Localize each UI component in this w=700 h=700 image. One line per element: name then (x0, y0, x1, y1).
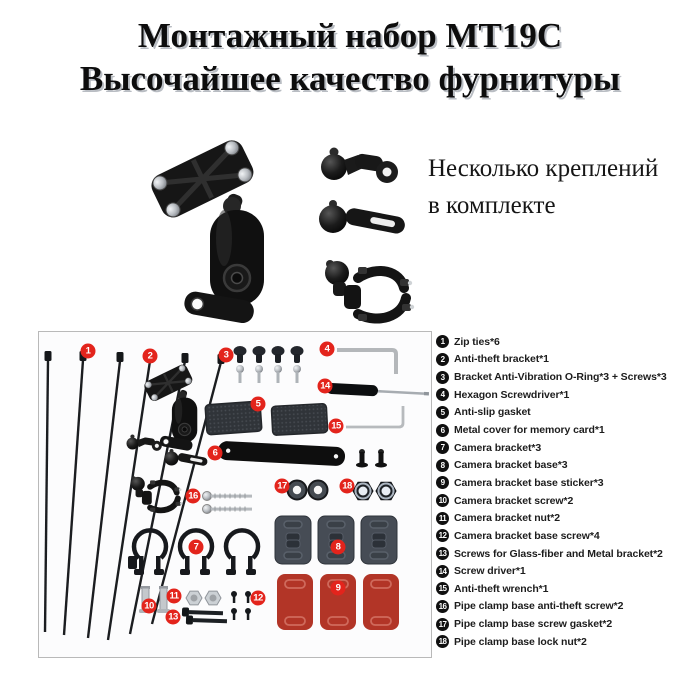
diagram-label-16: 16 (186, 489, 201, 504)
diagram-label-8: 8 (331, 540, 346, 555)
item-number-badge: 13 (436, 547, 449, 560)
item-label: Screws for Glass-fiber and Metal bracket*2 (454, 547, 663, 560)
item-label: Camera bracket base sticker*3 (454, 476, 604, 489)
parts-list-item (436, 404, 700, 422)
item-label: Camera bracket nut*2 (454, 512, 560, 525)
parts-list-item (436, 386, 700, 404)
main-bracket-image (147, 136, 264, 324)
parts-list-item (436, 439, 700, 457)
long-screws-graphic (203, 492, 253, 514)
parts-list-item (436, 598, 700, 616)
item-label: Pipe clamp base lock nut*2 (454, 635, 587, 648)
title-line-2: Высочайшее качество фурнитуры (79, 59, 621, 98)
diagram-label-1: 1 (81, 344, 96, 359)
diagram-label-9: 9 (331, 581, 346, 596)
washers-graphic (288, 481, 328, 500)
screwdriver-graphic (322, 382, 429, 399)
lock-nuts-graphic (353, 482, 396, 499)
subtitle-line-1: Несколько креплений (428, 155, 659, 182)
diagram-label-7: 7 (189, 540, 204, 555)
item-label: Camera bracket base screw*4 (454, 529, 600, 542)
parts-list-item (436, 351, 700, 369)
diagram-mirror-mount (126, 435, 161, 451)
parts-list-item (436, 492, 700, 510)
item-number-badge: 14 (436, 565, 449, 578)
diagram-label-11: 11 (167, 589, 182, 604)
parts-list-item (436, 615, 700, 633)
parts-list-item (436, 474, 700, 492)
item-number-badge: 4 (436, 388, 449, 401)
parts-diagram (38, 331, 432, 658)
item-number-badge: 8 (436, 459, 449, 472)
diagram-label-2: 2 (143, 349, 158, 364)
diagram-label-6: 6 (208, 446, 223, 461)
parts-list-item (436, 509, 700, 527)
item-label: Metal cover for memory card*1 (454, 424, 605, 437)
handlebar-clamp-image (325, 260, 414, 321)
item-label: Anti-theft wrench*1 (454, 582, 549, 595)
anti-slip-gaskets-graphic (205, 401, 328, 435)
item-label: Anti-theft bracket*1 (454, 353, 549, 366)
diagram-label-15: 15 (329, 419, 344, 434)
item-number-badge: 2 (436, 353, 449, 366)
item-number-badge: 3 (436, 371, 449, 384)
diagram-label-4: 4 (320, 342, 335, 357)
parts-list-item (436, 562, 700, 580)
diagram-label-13: 13 (166, 610, 181, 625)
parts-list-item (436, 333, 700, 351)
allen-key-graphic (337, 350, 396, 374)
hex-nuts-graphic (186, 591, 221, 605)
item-number-badge: 9 (436, 476, 449, 489)
title-line-1: Монтажный набор MT19C (137, 16, 563, 55)
item-number-badge: 7 (436, 441, 449, 454)
item-label: Camera bracket base*3 (454, 459, 568, 472)
parts-list-item (436, 580, 700, 598)
o-rings-graphic (234, 346, 304, 383)
arm-mount-image (319, 200, 406, 235)
item-number-badge: 10 (436, 494, 449, 507)
subtitle (428, 150, 692, 224)
anti-theft-wrench-graphic (346, 406, 403, 427)
diagram-bracket (142, 363, 197, 452)
parts-list-item (436, 527, 700, 545)
product-photo (120, 122, 420, 330)
parts-list-item (436, 545, 700, 563)
subtitle-line-2: в комплекте (428, 192, 556, 219)
diagram-label-12: 12 (251, 591, 266, 606)
metal-cover-graphic (218, 441, 346, 467)
mirror-mount-image (321, 148, 398, 184)
item-number-badge: 5 (436, 406, 449, 419)
item-number-badge: 11 (436, 512, 449, 525)
parts-list-item (436, 368, 700, 386)
parts-list (436, 333, 700, 651)
diagram-label-3: 3 (219, 348, 234, 363)
diagram-label-10: 10 (142, 599, 157, 614)
item-number-badge: 1 (436, 335, 449, 348)
item-label: Anti-slip gasket (454, 406, 531, 419)
item-label: Zip ties*6 (454, 335, 500, 348)
diagram-label-17: 17 (275, 479, 290, 494)
item-label: Hexagon Screwdriver*1 (454, 388, 570, 401)
page-title (0, 14, 700, 100)
item-label: Camera bracket*3 (454, 441, 542, 454)
black-screws-graphic (182, 607, 227, 625)
diagram-label-18: 18 (340, 479, 355, 494)
item-label: Pipe clamp base screw gasket*2 (454, 618, 613, 631)
small-screws-graphic (231, 591, 251, 620)
item-number-badge: 17 (436, 618, 449, 631)
item-label: Pipe clamp base anti-theft screw*2 (454, 600, 624, 613)
item-number-badge: 16 (436, 600, 449, 613)
item-label: Screw driver*1 (454, 565, 526, 578)
item-label: Bracket Anti-Vibration O-Ring*3 + Screws*3 (454, 371, 667, 384)
parts-list-item (436, 456, 700, 474)
item-number-badge: 12 (436, 529, 449, 542)
diagram-label-5: 5 (251, 397, 266, 412)
item-label: Camera bracket screw*2 (454, 494, 574, 507)
item-number-badge: 18 (436, 635, 449, 648)
zip-tie-heads (45, 351, 225, 364)
parts-list-item (436, 633, 700, 651)
item-number-badge: 6 (436, 424, 449, 437)
item-number-badge: 15 (436, 582, 449, 595)
diagram-arm-mount (165, 449, 209, 466)
rivet-screws-graphic (356, 449, 387, 468)
diagram-label-14: 14 (318, 379, 333, 394)
parts-list-item (436, 421, 700, 439)
